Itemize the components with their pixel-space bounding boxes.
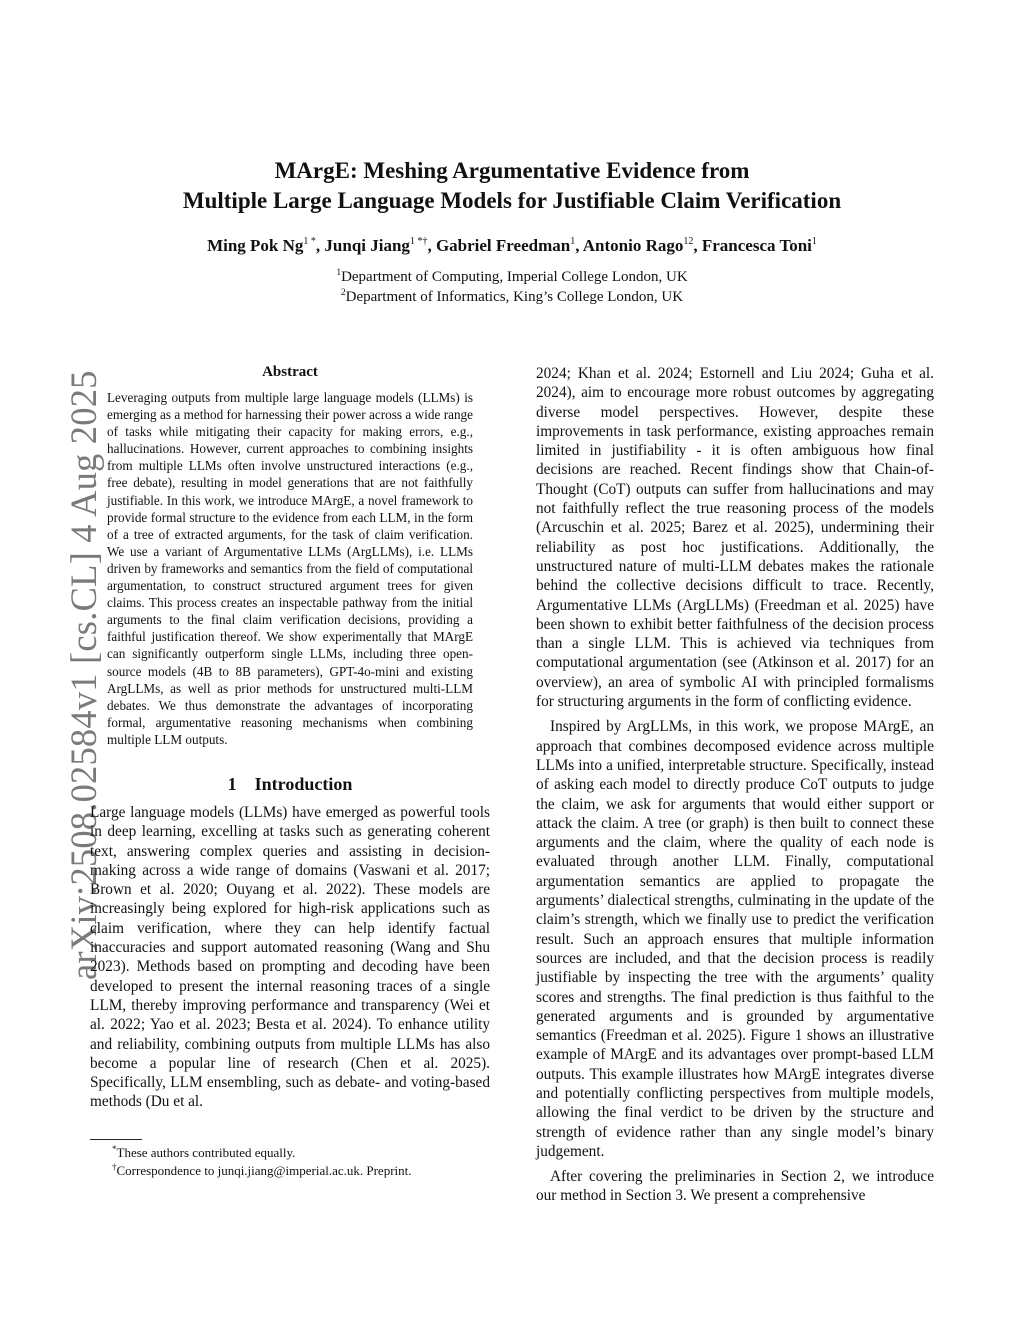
author-superscript: 1: [811, 236, 817, 247]
author-name: Francesca Toni: [701, 236, 812, 255]
author-superscript: 12: [683, 236, 694, 247]
footnote-1: [90, 1144, 512, 1161]
author-list: [0, 236, 1024, 256]
author-name: Ming Pok Ng: [207, 236, 304, 255]
paper-title: [0, 156, 1024, 216]
right-column: [536, 364, 934, 1206]
author-superscript: 1 *†: [409, 236, 428, 247]
affiliation-1: [0, 268, 1024, 286]
section-number: 1: [227, 773, 237, 794]
author-name: Gabriel Freedman: [435, 236, 571, 255]
author-separator: ,: [315, 236, 325, 255]
intro-paragraph-2: Inspired by ArgLLMs, in this work, we propose MArgE, an approach that combines decomposed evidence across multiple LLMs into a unified, interpretable structure. Specifically, instead of asking each model to directly produce CoT outputs to judge the claim, we ask for arguments that would either support or attack the claim. A tree (or graph) is then built to connect these arguments and the claim, where the quality of each node is evaluated through another LLM. Finally, computational argumentation semantics are applied to propagate the arguments’ dialectical strengths, culminating in the update of the claim’s strength, which we finally use to predict the verification result. Such an approach ensures that multiple information sources are included, and that the decision process is readily justifiable by inspecting the tree with the arguments’ quality scores and strengths. The final prediction is thus faithful to the generated arguments and is grounded by argumentative semantics (Freedman et al. 2025). Figure 1 shows an illustrative example of MArgE and its advantages over prompt-based LLM outputs. This example illustrates how MArgE integrates diverse and potentially conflicting perspectives from multiple models, allowing the final verdict to be driven by the structure and strength of evidence rather than any single model’s binary judgement.: [536, 718, 934, 1160]
footnote-mark: *: [112, 1144, 117, 1154]
arxiv-identifier-stamp: [0, 370, 104, 980]
section-title: Introduction: [254, 773, 353, 794]
footnote-2: [90, 1162, 512, 1179]
author-superscript: 1 *: [303, 236, 316, 247]
abstract-body: Leveraging outputs from multiple large language models (LLMs) is emerging as a method for harnessing their power across a wide range of tasks while mitigating their capacity for making errors, e.g., hallucinations. However, current approaches to combining insights from multiple LLMs often involve unstructured interactions (e.g., free debate), resulting in model generations that are not faithfully justifiable. In this work, we introduce MArgE, a novel framework to provide formal structure to the evidence from each LLM, in the form of a tree of extracted arguments, for the task of claim verification. We use a variant of Argumentative LLMs (ArgLLMs), i.e. LLMs driven by frameworks and semantics from the field of computational argumentation, to construct structured argument trees for given claims. This process creates an inspectable pathway from the initial arguments to the final claim verification decisions, providing a faithful justification thereof. We show experimentally that MArgE can significantly outperform single LLMs, including three open-source models (4B to 8B parameters), GPT-4o-mini and existing ArgLLMs, as well as prior methods for unstructured multi-LLM debates. We thus demonstrate the advantages of incorporating formal, argumentative reasoning mechanisms when combining multiple LLM outputs.: [107, 390, 473, 747]
title-line-2: Multiple Large Language Models for Justifiable Claim Verification: [182, 188, 842, 213]
author-separator: ,: [575, 236, 583, 255]
arxiv-identifier-text: arXiv:2508.02584v1 [cs.CL] 4 Aug 2025: [63, 370, 104, 980]
author-superscript: 1: [570, 236, 576, 247]
author-name: Junqi Jiang: [324, 236, 410, 255]
abstract-heading: Abstract: [262, 364, 318, 380]
footnote-text: These authors contributed equally.: [116, 1145, 296, 1160]
author-separator: ,: [693, 236, 702, 255]
footnote-mark: †: [112, 1162, 117, 1172]
author-name: Antonio Rago: [582, 236, 684, 255]
affiliation-text: Department of Computing, Imperial College London, UK: [341, 269, 688, 285]
author-separator: ,: [427, 236, 436, 255]
footnote-divider: [90, 1139, 142, 1140]
title-line-1: MArgE: Meshing Argumentative Evidence from: [274, 158, 750, 183]
affiliation-superscript: 2: [340, 288, 346, 298]
section-heading-introduction: [90, 774, 490, 795]
intro-paragraph-1: Large language models (LLMs) have emerged as powerful tools in deep learning, excelling at tasks such as generating coherent text, answering complex queries and assisting in decision-making across a wide range of domains (Vaswani et al. 2017; Brown et al. 2020; Ouyang et al. 2022). These models are increasingly being explored for high-risk applications such as claim verification, where they can help identify factual inaccuracies and support automated reasoning (Wang and Shu 2023). Methods based on prompting and decoding have been developed to present the internal reasoning traces of a single LLM, thereby improving performance and transparency (Wei et al. 2022; Yao et al. 2023; Besta et al. 2024). To enhance utility and reliability, combining outputs from multiple LLMs has also become a popular line of research (Chen et al. 2025). Specifically, LLM ensembling, such as debate- and voting-based methods (Du et al.: [90, 803, 490, 1111]
affiliation-text: Department of Informatics, King’s College London, UK: [345, 289, 684, 305]
affiliation-2: [0, 288, 1024, 306]
intro-paragraph-1-continued: 2024; Khan et al. 2024; Estornell and Liu 2024; Guha et al. 2024), aim to encourage more robust outcomes by aggregating diverse model perspectives. However, despite these improvements in task performance, existing approaches remain limited in justifiability - it is often ambiguous how final decisions are reached. Recent findings show that Chain-of-Thought (CoT) outputs can suffer from hallucinations and may not faithfully reflect the true reasoning process of the models (Arcuschin et al. 2025; Barez et al. 2025), undermining their reliability as post hoc justifications. Additionally, the unstructured nature of multi-LLM debates makes the rationale behind the collective decisions difficult to trace. Recently, Argumentative LLMs (ArgLLMs) (Freedman et al. 2025) have been shown to exhibit better faithfulness of the decision process than a single LLM. This is achieved via techniques from computational argumentation (see (Atkinson et al. 2017) for an overview), an area of symbolic AI with principled formalisms for structuring arguments in the form of conflicting evidence.: [536, 365, 934, 711]
affiliation-superscript: 1: [336, 268, 342, 278]
footnote-text: Correspondence to junqi.jiang@imperial.ac.uk. Preprint.: [116, 1163, 412, 1178]
intro-paragraph-3: After covering the preliminaries in Section 2, we introduce our method in Section 3. We present a comprehensive: [536, 1168, 934, 1205]
left-column: [90, 364, 490, 1112]
